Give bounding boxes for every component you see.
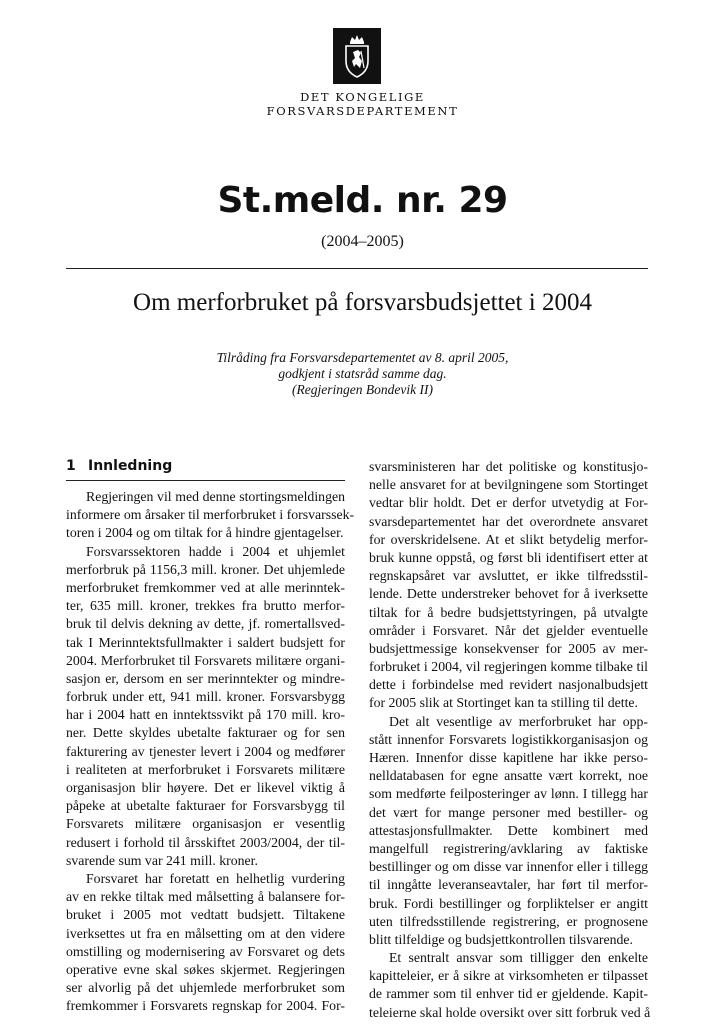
text-line: bruk kunne oppstå, og først bli identifisert etter at [369,549,648,565]
text-line: Forsvaret har foretatt en helhetlig vurdering [86,870,345,886]
text-line: omstilling og modernisering av Forsvaret og dets [66,943,345,959]
text-line: budsjettmessige konsekvenser for 2005 av mer- [369,640,648,656]
text-line: dette i forbindelse med revidert nasjonalbudsjett [369,677,648,693]
text-line: stått innenfor Forsvarets logistikkorganisasjon og [369,731,648,747]
text-line: ter, 635 mill. kroner, trekkes fra brutto merfor- [66,598,345,614]
text-line: har i 2004 hatt en inntektssvikt på 170 mill. kro- [66,707,345,723]
text-line: lende. Dette understreker behovet for å iverksette [369,586,648,602]
text-line: svarsministeren har det politiske og konstitusjo- [369,459,648,474]
text-line: uten tilfredsstillende registrering, er prognosene [369,913,648,929]
text-line: toren i 2004 og om tiltak for å hindre gjentagelser. [66,525,344,541]
department-name-line1: DET KONGELIGE [300,90,425,104]
text-line: det vært for mange personer med bestiller- og [369,804,648,820]
text-line: redusert i forhold til årsskiftet 2003/2004, der til- [66,834,345,850]
text-line: som medførte feilposteringer av lønn. I tillegg har [369,786,648,802]
text-line: Det alt vesentlige av merforbruket har opp- [389,713,648,729]
body-column-right [369,458,651,1022]
text-line: 2004. Merforbruket til Forsvarets militære organi- [66,652,345,668]
approval-line: (Regjeringen Bondevik II) [292,382,433,397]
text-line: Hæren. Innenfor disse kapitlene har ikke perso- [369,750,648,765]
text-line: vedtar blir holdt. Det er derfor utvetydig at For- [369,495,648,511]
text-line: merforbruket fremkommer ved at alle merinntek- [66,579,345,595]
text-line: av en rekke tiltak med målsetting å balansere for- [66,889,345,905]
text-line: Regjeringen vil med denne stortingsmeldingen [86,489,345,504]
text-line: bruk til delvis dekning av dette, jf. romertallsved- [66,616,345,632]
text-line: Forsvarssektoren hadde i 2004 et uhjemlet [86,543,345,559]
text-line: iverksettes ut fra en målsetting om at den videre [66,925,345,941]
text-line: bestillinger og om disse var innenfor eller i tillegg [369,859,648,875]
document-subtitle: Om merforbruket på forsvarsbudsjettet i 2004 [133,289,592,316]
text-line: teleierne skal holde oversikt over sitt forbruk ved å [369,1004,651,1020]
text-line: blitt tilfeldige og budsjettkontrollen tilsvarende. [369,931,634,947]
text-line: svarende sum var 241 mill. kroner. [66,852,258,868]
text-line: attestasjonsfullmakter. Dette kombinert med [369,822,648,838]
text-line: områder i Forsvaret. Når det gjelder eventuelle [369,622,648,638]
text-line: bruk. Fordi bestillinger og forpliktelser er angitt [369,895,648,911]
text-line: ner. Dette skyldes ubetalte fakturaer og for sen [66,725,345,741]
text-line: tak I Merinntektsfullmakter i saldert budsjett for [66,634,345,650]
text-line: Et sentralt ansvar som tilligger den enkelte [389,950,648,966]
approval-line: godkjent i statsråd samme dag. [278,366,447,381]
text-line: forbruket i 2004, vil regjeringen komme tilbake til [369,659,648,675]
text-line: sasjon er, dersom en ser merinntekter og mindre- [66,670,345,686]
text-line: tiltak for å bedre budsjettstyringen, på utvalgte [369,604,648,620]
text-line: kapitteleier, er å sikre at virksomheten er tilpasset [369,968,648,984]
text-line: fremkommer i Forsvarets regnskap for 2004. For- [66,998,345,1014]
text-line: nelle ansvaret for at bevilgningene som Stortinget [369,477,648,493]
text-line: de rammer som til enhver tid er gjeldende. Kapit- [369,986,648,1002]
approval-line: Tilråding fra Forsvarsdepartementet av 8. april 2005, [216,350,509,365]
document-period: (2004–2005) [321,233,404,250]
department-name-line2: FORSVARSDEPARTEMENT [266,104,459,118]
text-line: for overskridelsene. At et slikt betydelig merfor- [369,531,648,547]
section-number: 1 [66,458,76,474]
text-line: forbruk under ett, 941 mill. kroner. Forsvarsbygg [66,689,345,705]
title-divider [66,268,648,269]
body-column-left [66,488,355,1015]
text-line: nelldatabasen for egne ansatte vært korrekt, noe [369,768,648,784]
document-title: St.meld. nr. 29 [217,180,508,221]
approval-note [0,350,725,398]
text-line: merforbruk på 1156,3 mill. kroner. Det uhjemlede [66,561,345,577]
text-line: bruket i 2005 mot vedtatt budsjett. Tiltakene [66,907,345,923]
section-heading [66,458,345,474]
text-line: regnskapsåret var avsluttet, er ikke tilfredsstil- [369,568,648,584]
text-line: ser alvorlig på det uhjemlede merforbruket som [66,980,345,996]
text-line: fakturering av tjenester levert i 2004 og medfører [66,743,345,759]
text-line: svarsdepartementet har det overordnete ansvaret [369,513,648,529]
text-line: til inngåtte leveranseavtaler, har ført til merfor- [369,877,648,893]
section-divider [66,480,345,481]
text-line: organisasjon blir høyere. Det er likevel viktig å [66,780,345,795]
text-line: påpeke at ubetalte fakturaer for Forsvarsbygg til [66,798,345,814]
text-line: informere om årsaker til merforbruket i forsvarssek- [66,507,355,523]
text-line: for 2005 slik at Stortinget kan ta stilling til dette. [369,695,639,711]
coat-of-arms-icon [333,28,381,84]
text-line: i realiteten at merforbruket i Forsvarets militære [66,761,345,777]
text-line: Forsvarets militære organisasjon er vesentlig [66,816,345,832]
text-line: operative evne skal søkes skjermet. Regjeringen [66,961,345,977]
text-line: mangelfull registrering/avklaring av faktiske [369,840,648,856]
section-title: Innledning [88,458,173,474]
